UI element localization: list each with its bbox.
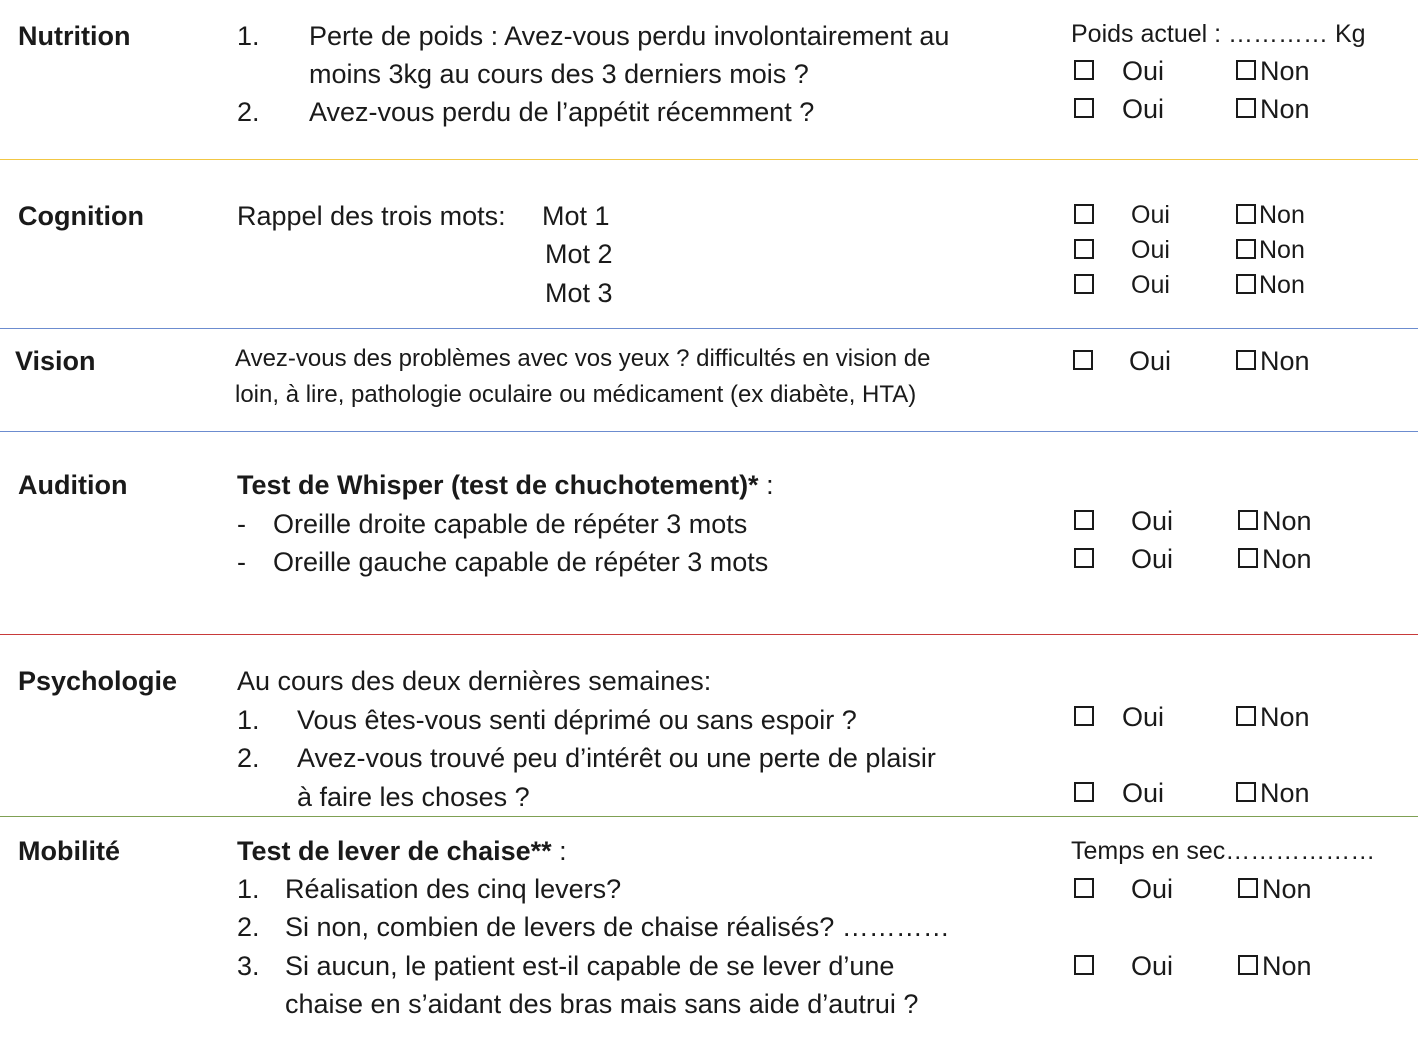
checkbox-non[interactable] bbox=[1236, 274, 1256, 294]
question-text: chaise en s’aidant des bras mais sans aide d’autrui ? bbox=[285, 989, 919, 1019]
non-label: Non bbox=[1259, 236, 1305, 264]
checkbox-oui[interactable] bbox=[1074, 98, 1094, 118]
dash-bullet: - bbox=[237, 509, 246, 539]
question-number: 1. bbox=[237, 705, 260, 735]
oui-label: Oui bbox=[1129, 346, 1172, 376]
question-text: Réalisation des cinq levers? bbox=[285, 874, 622, 904]
checkbox-oui[interactable] bbox=[1074, 204, 1094, 224]
checkbox-non[interactable] bbox=[1238, 878, 1258, 898]
checkbox-oui[interactable] bbox=[1074, 510, 1094, 530]
question-text: Perte de poids : Avez-vous perdu involontairement au bbox=[309, 21, 950, 51]
checkbox-non[interactable] bbox=[1236, 98, 1256, 118]
section-divider bbox=[0, 431, 1418, 432]
checkbox-non[interactable] bbox=[1236, 60, 1256, 80]
question-text: Si aucun, le patient est-il capable de se lever d’une bbox=[285, 951, 895, 981]
test-title: Test de Whisper (test de chuchotement)* : bbox=[237, 470, 774, 500]
oui-label: Oui bbox=[1131, 201, 1170, 229]
section-divider bbox=[0, 159, 1418, 160]
question-number: 2. bbox=[237, 743, 260, 773]
oui-label: Oui bbox=[1131, 236, 1170, 264]
word-item: Mot 3 bbox=[545, 278, 613, 308]
section-divider bbox=[0, 634, 1418, 635]
non-label: Non bbox=[1262, 951, 1312, 981]
checkbox-oui[interactable] bbox=[1074, 239, 1094, 259]
section-title-cognition: Cognition bbox=[18, 201, 144, 231]
checkbox-oui[interactable] bbox=[1074, 60, 1094, 80]
oui-label: Oui bbox=[1122, 56, 1165, 86]
weight-field-label: Poids actuel : ………… Kg bbox=[1071, 20, 1366, 48]
checkbox-oui[interactable] bbox=[1074, 706, 1094, 726]
checkbox-oui[interactable] bbox=[1074, 548, 1094, 568]
non-label: Non bbox=[1262, 544, 1312, 574]
question-text: Avez-vous des problèmes avec vos yeux ? difficultés en vision de bbox=[235, 345, 931, 372]
non-label: Non bbox=[1260, 56, 1310, 86]
question-text: Si non, combien de levers de chaise réalisés? ………… bbox=[285, 912, 950, 942]
checkbox-non[interactable] bbox=[1238, 955, 1258, 975]
section-title-nutrition: Nutrition bbox=[18, 21, 131, 51]
recall-label: Rappel des trois mots: bbox=[237, 201, 506, 231]
oui-label: Oui bbox=[1131, 271, 1170, 299]
oui-label: Oui bbox=[1131, 874, 1174, 904]
question-number: 2. bbox=[237, 97, 260, 127]
question-text: moins 3kg au cours des 3 derniers mois ? bbox=[309, 59, 809, 89]
section-title-psychologie: Psychologie bbox=[18, 666, 178, 696]
question-number: 2. bbox=[237, 912, 260, 942]
question-text: Avez-vous trouvé peu d’intérêt ou une perte de plaisir bbox=[297, 743, 936, 773]
checkbox-oui[interactable] bbox=[1074, 955, 1094, 975]
oui-label: Oui bbox=[1131, 951, 1174, 981]
question-number: 3. bbox=[237, 951, 260, 981]
non-label: Non bbox=[1259, 271, 1305, 299]
section-divider bbox=[0, 816, 1418, 817]
non-label: Non bbox=[1259, 201, 1305, 229]
test-title: Test de lever de chaise** : bbox=[237, 836, 567, 866]
checkbox-non[interactable] bbox=[1236, 239, 1256, 259]
question-text: Avez-vous perdu de l’appétit récemment ? bbox=[309, 97, 815, 127]
non-label: Non bbox=[1262, 506, 1312, 536]
oui-label: Oui bbox=[1131, 544, 1174, 574]
oui-label: Oui bbox=[1122, 702, 1165, 732]
question-number: 1. bbox=[237, 874, 260, 904]
question-text: Vous êtes-vous senti déprimé ou sans espoir ? bbox=[297, 705, 857, 735]
test-item: Oreille droite capable de répéter 3 mots bbox=[273, 509, 748, 539]
question-text: à faire les choses ? bbox=[297, 782, 530, 812]
section-title-audition: Audition bbox=[18, 470, 128, 500]
oui-label: Oui bbox=[1122, 94, 1165, 124]
checkbox-non[interactable] bbox=[1236, 782, 1256, 802]
question-text: loin, à lire, pathologie oculaire ou médicament (ex diabète, HTA) bbox=[235, 381, 917, 408]
checkbox-non[interactable] bbox=[1238, 510, 1258, 530]
time-field-label: Temps en sec……………… bbox=[1071, 837, 1376, 865]
question-intro: Au cours des deux dernières semaines: bbox=[237, 666, 712, 696]
section-divider bbox=[0, 328, 1418, 329]
oui-label: Oui bbox=[1131, 506, 1174, 536]
checkbox-non[interactable] bbox=[1236, 204, 1256, 224]
non-label: Non bbox=[1260, 702, 1310, 732]
oui-label: Oui bbox=[1122, 778, 1165, 808]
checkbox-non[interactable] bbox=[1236, 706, 1256, 726]
dash-bullet: - bbox=[237, 547, 246, 577]
checkbox-oui[interactable] bbox=[1074, 782, 1094, 802]
test-item: Oreille gauche capable de répéter 3 mots bbox=[273, 547, 769, 577]
non-label: Non bbox=[1260, 94, 1310, 124]
section-title-vision: Vision bbox=[15, 346, 96, 376]
question-number: 1. bbox=[237, 21, 260, 51]
non-label: Non bbox=[1260, 778, 1310, 808]
word-item: Mot 2 bbox=[545, 239, 613, 269]
non-label: Non bbox=[1260, 346, 1310, 376]
checkbox-oui[interactable] bbox=[1074, 878, 1094, 898]
checkbox-non[interactable] bbox=[1238, 548, 1258, 568]
non-label: Non bbox=[1262, 874, 1312, 904]
section-title-mobilite: Mobilité bbox=[18, 836, 120, 866]
checkbox-oui[interactable] bbox=[1074, 274, 1094, 294]
word-item: Mot 1 bbox=[542, 201, 610, 231]
checkbox-oui[interactable] bbox=[1073, 350, 1093, 370]
checkbox-non[interactable] bbox=[1236, 350, 1256, 370]
